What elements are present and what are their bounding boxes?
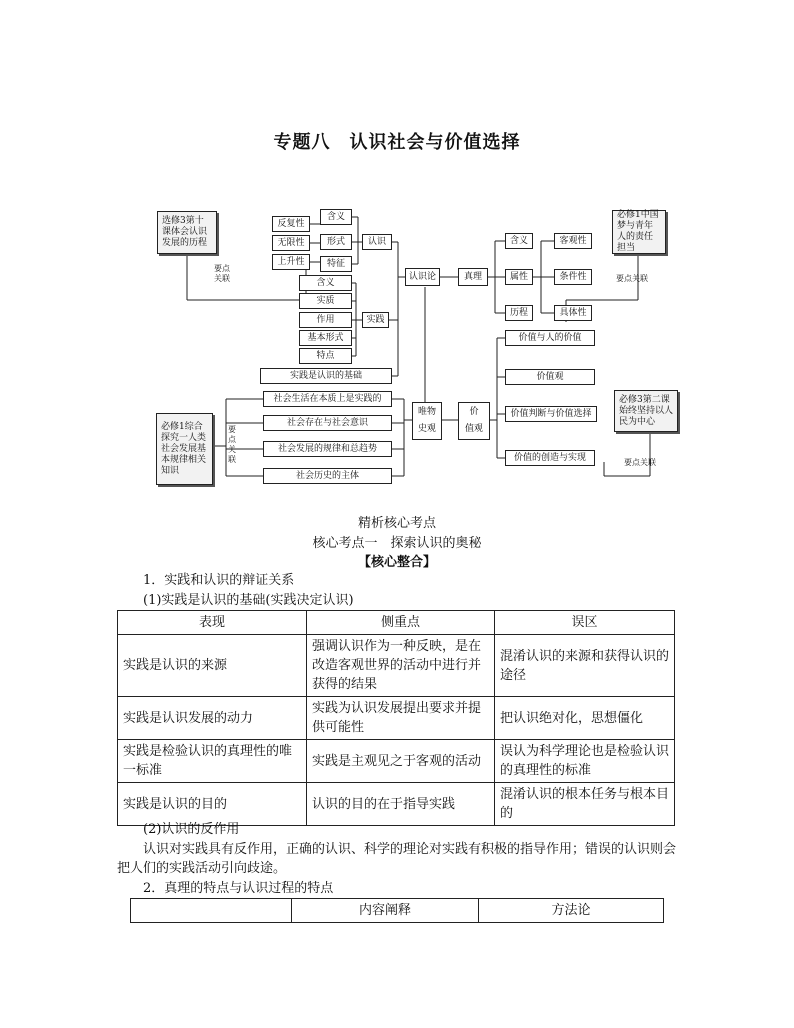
note-left-bottom: 必修1综合探究一人类社会发展基本规律相关知识 (156, 413, 213, 485)
table-cell: 实践是认识的目的 (118, 783, 307, 826)
box-shehui-2: 社会存在与社会意识 (263, 415, 392, 431)
table-cell: 实践为认识发展提出要求并提供可能性 (307, 697, 495, 740)
box-keguanxing: 客观性 (554, 233, 592, 249)
box-shuxing: 属性 (505, 269, 533, 285)
section-tag: 【核心整合】 (357, 555, 436, 570)
note-right-top: 必修1中国梦与青年人的责任担当 (612, 210, 666, 254)
box-jutixing: 具体性 (554, 305, 592, 321)
box-tedian: 特点 (299, 348, 352, 364)
box-renshi-tezheng: 特征 (320, 256, 352, 272)
note-left-top: 选修3第十课体会认识发展的历程 (157, 211, 217, 254)
jia-text: 价 (469, 407, 479, 417)
table-header: 方法论 (479, 899, 664, 923)
link-label-1: 要点关联 (214, 264, 230, 283)
box-jiazhiguan-main (458, 402, 490, 440)
box-shehui-4: 社会历史的主体 (263, 468, 392, 484)
table-cell: 实践是主观见之于客观的活动 (307, 740, 495, 783)
box-shijian: 实践 (362, 312, 389, 328)
section-heading: 精析核心考点 (357, 516, 436, 531)
box-shehui-1: 社会生活在本质上是实践的 (263, 391, 392, 407)
box-shijian-jichu: 实践是认识的基础 (260, 368, 392, 384)
table-header: 误区 (495, 611, 675, 635)
point-1-1: (1)实践是认识的基础(实践决定认识) (143, 593, 354, 608)
box-renshilun: 认识论 (405, 268, 440, 286)
box-shangshengxing: 上升性 (272, 254, 310, 270)
box-shijian-hanyi: 含义 (299, 275, 352, 291)
page-title: 专题八 认识社会与价值选择 (273, 132, 521, 153)
point-1: 1．实践和认识的辩证关系 (143, 573, 295, 588)
box-jibenxingshi: 基本形式 (299, 330, 352, 346)
table-cell: 强调认识作为一种反映，是在改造客观世界的活动中进行并获得的结果 (307, 635, 495, 697)
table-header: 内容阐释 (292, 899, 479, 923)
link-label-2: 要点关联 (616, 274, 648, 283)
box-wuxianxing: 无限性 (272, 235, 310, 251)
table-cell: 混淆认识的根本任务与根本目的 (495, 783, 675, 826)
table-header: 侧重点 (307, 611, 495, 635)
box-jiazhiguan: 价值观 (505, 369, 595, 385)
table-cell: 认识的目的在于指导实践 (307, 783, 495, 826)
box-weiwushiguan (412, 402, 442, 440)
box-zhenli: 真理 (458, 268, 488, 286)
table-header-row (131, 899, 664, 923)
box-shizhi: 实质 (299, 293, 352, 309)
table-row (118, 635, 675, 697)
table-cell: 把认识绝对化，思想僵化 (495, 697, 675, 740)
link-label-3: 要点关联 (228, 425, 236, 464)
box-renshi-hanyi: 含义 (320, 209, 352, 225)
box-fanfuxing: 反复性 (272, 216, 310, 232)
point-1-2-text: 认识对实践具有反作用，正确的认识、科学的理论对实践有积极的指导作用；错误的认识则会把人们的实践活动引向歧途。 (117, 842, 677, 876)
table-row (118, 697, 675, 740)
zhiguan-text: 值观 (464, 424, 483, 434)
box-jiazhi-panduan: 价值判断与价值选择 (505, 406, 597, 422)
table-practice (117, 610, 675, 826)
table-cell: 实践是认识的来源 (118, 635, 307, 697)
table-cell: 实践是检验认识的真理性的唯一标准 (118, 740, 307, 783)
box-licheng: 历程 (505, 305, 533, 321)
box-shehui-3: 社会发展的规律和总趋势 (263, 441, 392, 457)
link-label-4: 要点关联 (624, 458, 656, 467)
table-header-row (118, 611, 675, 635)
section-subheading: 核心考点一 探索认识的奥秘 (312, 536, 482, 551)
note-right-bottom: 必修3第二课始终坚持以人民为中心 (614, 390, 678, 432)
weiwu-text: 唯物 (417, 407, 436, 417)
table-header (131, 899, 292, 923)
table-row (118, 740, 675, 783)
point-2: 2．真理的特点与认识过程的特点 (143, 881, 334, 896)
box-jiazhi-ren: 价值与人的价值 (505, 330, 595, 346)
box-zhenli-hanyi: 含义 (505, 233, 533, 249)
box-tiaojianxing: 条件性 (554, 269, 592, 285)
shiguan-text: 史观 (417, 424, 436, 434)
table-truth (130, 898, 664, 923)
box-renshi: 认识 (362, 234, 392, 250)
box-jiazhi-chuangzao: 价值的创造与实现 (505, 450, 595, 466)
table-cell: 实践是认识发展的动力 (118, 697, 307, 740)
box-zuoyong: 作用 (299, 312, 352, 328)
table-header: 表现 (118, 611, 307, 635)
table-cell: 误认为科学理论也是检验认识的真理性的标准 (495, 740, 675, 783)
table-cell: 混淆认识的来源和获得认识的途径 (495, 635, 675, 697)
box-renshi-xingshi: 形式 (320, 234, 352, 250)
point-1-2: (2)认识的反作用 (143, 822, 240, 837)
